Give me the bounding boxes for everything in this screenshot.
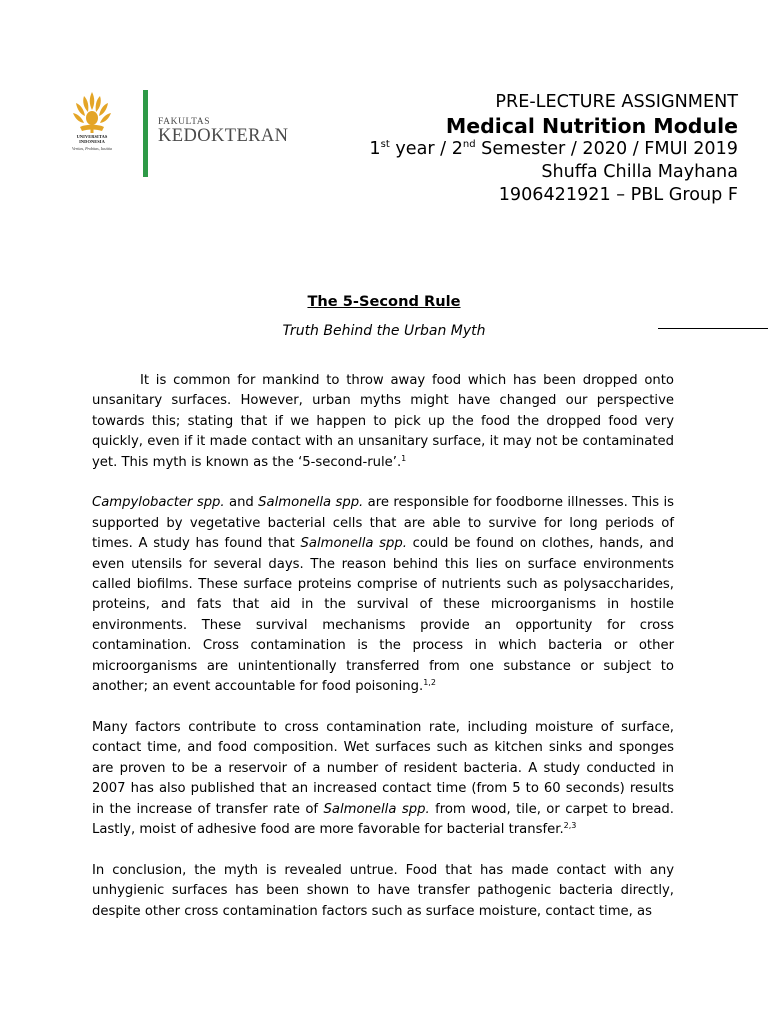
faculty-line2: KEDOKTERAN [158, 126, 289, 146]
logo-motto: Veritas, Probitas, Iustitia [71, 145, 113, 151]
faculty-divider-bar [143, 90, 148, 177]
logo-line2: INDONESIA [79, 139, 105, 145]
species-name: Salmonella spp. [258, 495, 364, 511]
paragraph-2-and: and [224, 495, 259, 511]
pbl-group: – PBL Group F [610, 185, 738, 205]
paragraph-4-text: In conclusion, the myth is revealed untrue. Food that has made contact with any unhygienic surfaces has been shown to have transfer pathogenic bacteria directly, despite other cross contamination factors such as surface moisture, contact time, as [92, 862, 674, 919]
citation-ref: 1 [401, 453, 407, 463]
student-id-line [369, 184, 738, 207]
document-header [369, 91, 738, 207]
year-text: year / 2 [389, 139, 463, 159]
paragraph-2-text-a: are responsible for foodborne illnesses. This is supported by vegetative bacterial cells that are able to survive for long periods of times. A study has found that [92, 495, 674, 552]
faculty-label [158, 117, 288, 147]
article-subtitle: Truth Behind the Urban Myth [282, 323, 486, 339]
makara-emblem-icon [70, 90, 114, 134]
paragraph-3-text-a: Many factors contribute to cross contamination rate, including moisture of surface, contact time, and food composition. Wet surfaces such as kitchen sinks and sponges are proven to be a reservoir of a number of resident bacteria. A study conducted in 2007 has also published that an increased contact time (from 5 to 60 seconds) results in the increase of transfer rate of [92, 719, 674, 817]
faculty-line1: FAKULTAS [158, 117, 211, 127]
year-suffix: st [380, 139, 390, 150]
paragraph-1-text: It is common for mankind to throw away food which has been dropped onto unsanitary surfaces. However, urban myths might have changed our perspective towards this; stating that if we happen to pick up the food the dropped food very quickly, even if it made contact with an unsanitary surface, it may not be contaminated yet. This myth is known as the ‘5-second-rule’. [92, 373, 674, 470]
student-id: 1906421921 [498, 185, 611, 205]
species-name: Salmonella spp. [300, 536, 407, 552]
semester-text: Semester / 2020 / FMUI 2019 [475, 139, 738, 159]
paragraph-3-text-b: from wood, tile, or carpet to bread. Lastly, moist of adhesive food are more favorable for bacterial transfer. [92, 801, 674, 837]
paragraph-1 [92, 371, 674, 473]
semester-suffix: nd [462, 139, 476, 150]
species-name: Campylobacter spp. [92, 495, 225, 511]
paragraph-3 [92, 718, 674, 840]
article-body [92, 371, 674, 942]
article-title: The 5-Second Rule [307, 293, 461, 310]
course-info [369, 138, 738, 161]
logo-name [64, 134, 120, 145]
assignment-label: PRE-LECTURE ASSIGNMENT [495, 92, 738, 112]
student-name: Shuffa Chilla Mayhana [541, 162, 738, 182]
paragraph-4 [92, 861, 674, 922]
year-number: 1 [369, 139, 381, 159]
university-logo [64, 90, 120, 151]
paragraph-2-text-b: could be found on clothes, hands, and even utensils for several days. The reason behind this lies on surface environments called biofilms. These surface proteins comprise of nutrients such as polysaccharides, proteins, and fats that aid in the survival of these microorganisms in hostile environments. These survival mechanisms provide an opportunity for cross contamination. Cross contamination is the process in which bacteria or other microorganisms are unintentionally transferred from one substance or subject to another; an event accountable for food poisoning. [92, 536, 674, 695]
module-title: Medical Nutrition Module [445, 114, 738, 138]
citation-ref: 2,3 [563, 820, 577, 830]
logo-line1: UNIVERSITAS [76, 134, 108, 139]
citation-ref: 1,2 [423, 678, 436, 688]
paragraph-2 [92, 493, 674, 697]
species-name: Salmonella spp. [323, 801, 430, 817]
